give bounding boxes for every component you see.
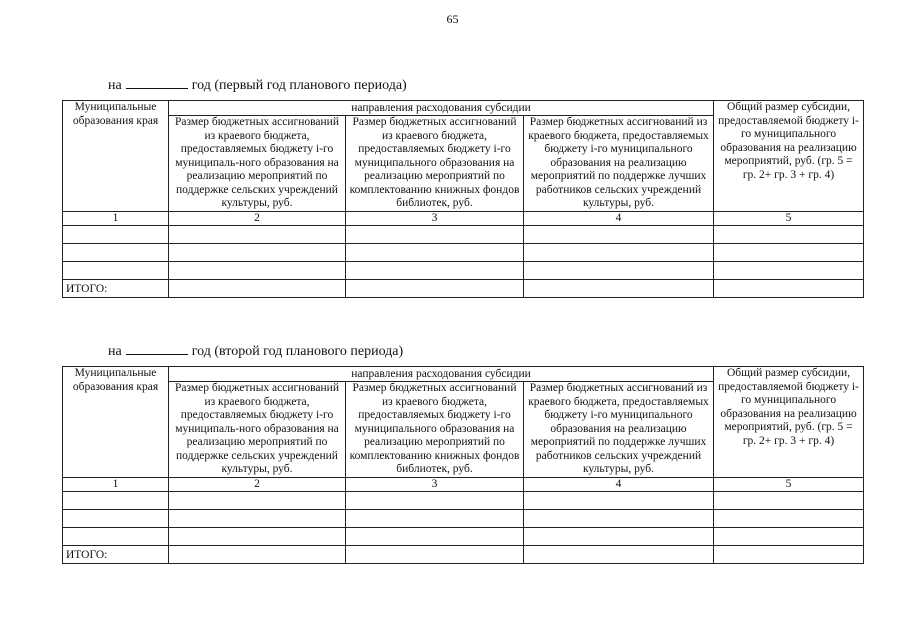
empty-cell: [714, 509, 864, 527]
heading-prefix: на: [108, 344, 122, 359]
header-total-subsidy: Общий размер субсидии, предоставляемой бюджету i-го муниципального образования на реализацию мероприятий, руб. (гр. 5 = гр. 2+ гр. 3 + гр. 4): [714, 101, 864, 212]
empty-cell: [346, 491, 524, 509]
heading-suffix: год (первый год планового периода): [191, 78, 407, 93]
total-row: [63, 279, 864, 297]
empty-cell: [169, 509, 346, 527]
empty-cell: [63, 527, 169, 545]
empty-cell: [169, 545, 346, 563]
empty-cell: [524, 509, 714, 527]
column-number: 5: [714, 211, 864, 225]
header-subsidy-directions: направления расходования субсидии: [169, 367, 714, 382]
table-row: [63, 243, 864, 261]
header-rural-culture: Размер бюджетных ассигнований из краевого бюджета, предоставляемых бюджету i-го муниципаль-ного образования на реализацию мероприятий по поддержке сельских учреждений культуры, руб.: [169, 382, 346, 478]
column-number: 3: [346, 477, 524, 491]
column-number: 3: [346, 211, 524, 225]
header-best-workers: Размер бюджетных ассигнований из краевого бюджета, предоставляемых бюджету i-го муниципального образования на реализацию мероприятий по поддержке лучших работников сельских учреждений культуры, руб.: [524, 382, 714, 478]
empty-cell: [524, 527, 714, 545]
empty-cell: [524, 279, 714, 297]
page-number: 65: [446, 12, 459, 26]
table-row: [63, 527, 864, 545]
empty-cell: [169, 225, 346, 243]
empty-cell: [346, 261, 524, 279]
column-number: 4: [524, 211, 714, 225]
empty-cell: [346, 225, 524, 243]
header-best-workers: Размер бюджетных ассигнований из краевого бюджета, предоставляемых бюджету i-го муниципального образования на реализацию мероприятий по поддержке лучших работников сельских учреждений культуры, руб.: [524, 116, 714, 212]
column-number: 2: [169, 477, 346, 491]
header-municipalities: Муниципальные образования края: [63, 367, 169, 478]
header-total-subsidy: Общий размер субсидии, предоставляемой бюджету i-го муниципального образования на реализацию мероприятий, руб. (гр. 5 = гр. 2+ гр. 3 + гр. 4): [714, 367, 864, 478]
header-rural-culture: Размер бюджетных ассигнований из краевого бюджета, предоставляемых бюджету i-го муниципаль-ного образования на реализацию мероприятий по поддержке сельских учреждений культуры, руб.: [169, 116, 346, 212]
empty-cell: [169, 491, 346, 509]
table-row: [63, 491, 864, 509]
table-row: [63, 261, 864, 279]
column-number-row: [63, 211, 864, 225]
empty-cell: [346, 509, 524, 527]
total-label: ИТОГО:: [63, 545, 169, 563]
empty-cell: [714, 243, 864, 261]
empty-cell: [714, 261, 864, 279]
column-number: 2: [169, 211, 346, 225]
table-row: [63, 225, 864, 243]
empty-cell: [714, 545, 864, 563]
empty-cell: [63, 491, 169, 509]
column-number: 1: [63, 211, 169, 225]
total-label: ИТОГО:: [63, 279, 169, 297]
empty-cell: [714, 491, 864, 509]
subsidy-table-1: [62, 100, 864, 298]
empty-cell: [169, 527, 346, 545]
year-blank-line: [126, 342, 188, 355]
header-library-funds: Размер бюджетных ассигнований из краевого бюджета, предоставляемых бюджету i-го муниципального образования на реализацию мероприятий по комплектованию книжных фондов библиотек, руб.: [346, 116, 524, 212]
column-number: 1: [63, 477, 169, 491]
empty-cell: [169, 279, 346, 297]
column-number-row: [63, 477, 864, 491]
table-row: [63, 509, 864, 527]
header-municipalities: Муниципальные образования края: [63, 101, 169, 212]
empty-cell: [714, 279, 864, 297]
column-number: 5: [714, 477, 864, 491]
section-heading-2: [108, 342, 403, 360]
empty-cell: [524, 243, 714, 261]
empty-cell: [346, 545, 524, 563]
empty-cell: [346, 527, 524, 545]
empty-cell: [63, 261, 169, 279]
section-heading-1: [108, 76, 407, 94]
empty-cell: [524, 225, 714, 243]
year-blank-line: [126, 76, 188, 89]
empty-cell: [524, 545, 714, 563]
empty-cell: [346, 243, 524, 261]
total-row: [63, 545, 864, 563]
heading-suffix: год (второй год планового периода): [191, 344, 404, 359]
heading-prefix: на: [108, 78, 122, 93]
empty-cell: [63, 243, 169, 261]
subsidy-table-2: [62, 366, 864, 564]
empty-cell: [63, 225, 169, 243]
header-library-funds: Размер бюджетных ассигнований из краевого бюджета, предоставляемых бюджету i-го муниципального образования на реализацию мероприятий по комплектованию книжных фондов библиотек, руб.: [346, 382, 524, 478]
empty-cell: [714, 225, 864, 243]
empty-cell: [346, 279, 524, 297]
empty-cell: [524, 491, 714, 509]
empty-cell: [524, 261, 714, 279]
empty-cell: [714, 527, 864, 545]
column-number: 4: [524, 477, 714, 491]
empty-cell: [169, 261, 346, 279]
empty-cell: [63, 509, 169, 527]
header-subsidy-directions: направления расходования субсидии: [169, 101, 714, 116]
empty-cell: [169, 243, 346, 261]
